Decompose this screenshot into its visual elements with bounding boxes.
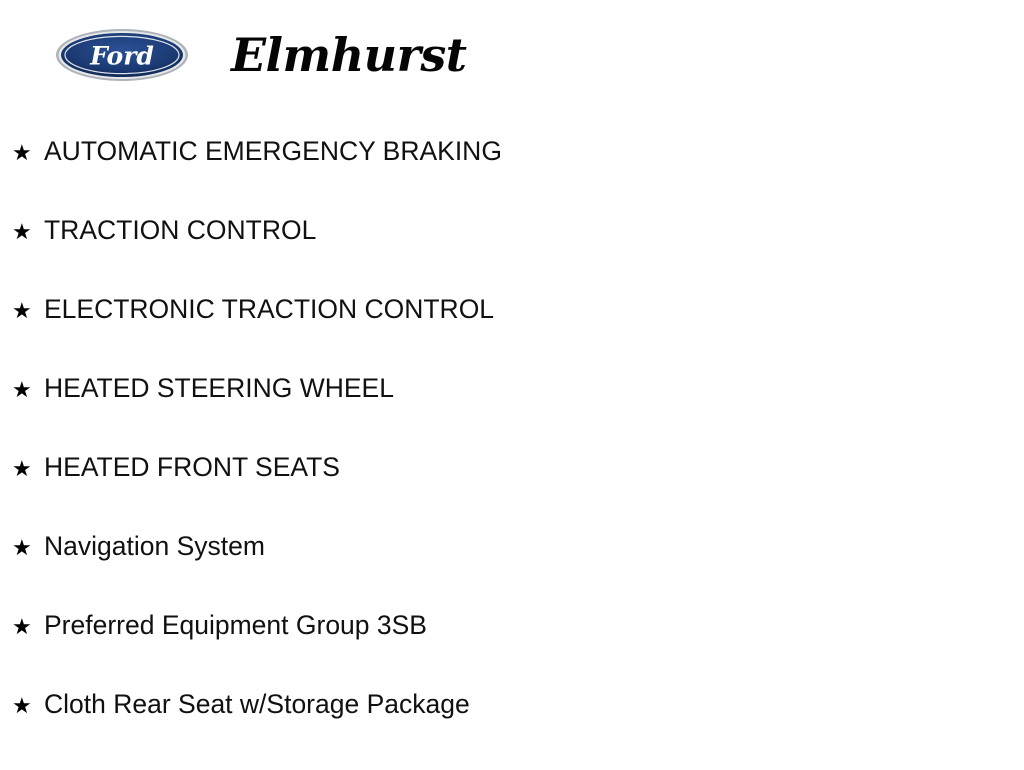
star-bullet-icon: ★ <box>12 614 32 639</box>
list-item <box>0 375 1024 454</box>
feature-label: HEATED STEERING WHEEL <box>44 373 394 403</box>
feature-label: HEATED FRONT SEATS <box>44 452 340 482</box>
svg-text:Ford: Ford <box>90 41 154 71</box>
list-item <box>0 691 1024 770</box>
list-item <box>0 217 1024 296</box>
list-item <box>0 612 1024 691</box>
brand-header <box>0 0 1024 80</box>
star-bullet-icon: ★ <box>12 535 32 560</box>
dealer-name: Elmhurst <box>231 28 467 82</box>
feature-label: TRACTION CONTROL <box>44 215 317 245</box>
list-item <box>0 533 1024 612</box>
feature-label: Cloth Rear Seat w/Storage Package <box>44 689 470 719</box>
star-bullet-icon: ★ <box>12 140 32 165</box>
ford-oval-logo-icon <box>55 28 189 82</box>
feature-label: AUTOMATIC EMERGENCY BRAKING <box>44 136 502 166</box>
list-item <box>0 138 1024 217</box>
star-bullet-icon: ★ <box>12 377 32 402</box>
feature-label: Navigation System <box>44 531 265 561</box>
list-item <box>0 454 1024 533</box>
list-item <box>0 296 1024 375</box>
star-bullet-icon: ★ <box>12 456 32 481</box>
star-bullet-icon: ★ <box>12 693 32 718</box>
feature-label: Preferred Equipment Group 3SB <box>44 610 427 640</box>
star-bullet-icon: ★ <box>12 298 32 323</box>
vehicle-feature-list <box>0 80 1024 770</box>
star-bullet-icon: ★ <box>12 219 32 244</box>
feature-label: ELECTRONIC TRACTION CONTROL <box>44 294 495 324</box>
